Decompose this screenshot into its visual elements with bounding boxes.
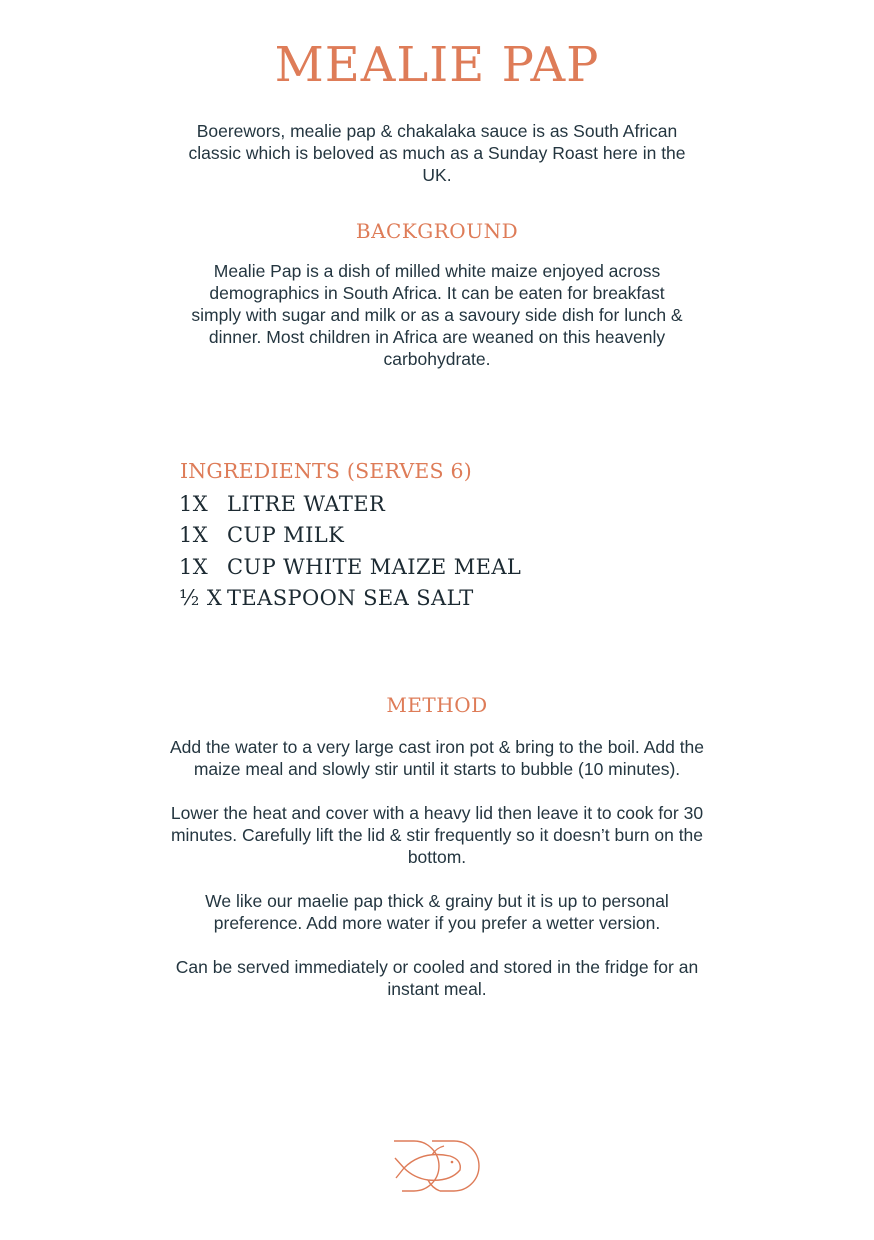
ingredients-heading: INGREDIENTS (SERVES 6) bbox=[180, 459, 472, 483]
ingredient-item bbox=[179, 520, 679, 552]
ingredient-name: LITRE WATER bbox=[227, 491, 386, 516]
method-step: Can be served immediately or cooled and stored in the fridge for an instant meal. bbox=[175, 957, 699, 999]
page-title: MEALIE PAP bbox=[274, 37, 600, 93]
intro-paragraph: Boerewors, mealie pap & chakalaka sauce is as South African classic which is beloved as much as a Sunday Roast here in the UK. bbox=[188, 121, 686, 185]
ingredient-quantity: 1X bbox=[179, 491, 209, 516]
ingredient-quantity: 1X bbox=[179, 523, 209, 548]
ingredient-item bbox=[179, 488, 679, 520]
method-step: Add the water to a very large cast iron pot & bring to the boil. Add the maize meal and slowly stir until it starts to bubble (10 minutes). bbox=[169, 737, 705, 779]
ingredient-name: TEASPOON SEA SALT bbox=[227, 586, 474, 611]
background-paragraph: Mealie Pap is a dish of milled white maize enjoyed across demographics in South Africa. It can be eaten for breakfast simply with sugar and milk or as a savoury side dish for lunch & dinner. Most children in Africa are weaned on this heavenly carbohydrate. bbox=[191, 261, 683, 369]
method-steps bbox=[162, 736, 712, 1022]
ingredient-quantity: 1X bbox=[179, 554, 209, 579]
ingredient-quantity: ½ X bbox=[179, 586, 223, 611]
ingredient-name: CUP MILK bbox=[227, 523, 345, 548]
ingredient-name: CUP WHITE MAIZE MEAL bbox=[227, 554, 522, 579]
method-step: Lower the heat and cover with a heavy lid then leave it to cook for 30 minutes. Carefully lift the lid & stir frequently so it doesn’t burn on the bottom. bbox=[170, 803, 704, 867]
ingredient-item bbox=[179, 583, 679, 615]
background-heading: BACKGROUND bbox=[355, 219, 519, 243]
method-step: We like our maelie pap thick & grainy but it is up to personal preference. Add more water if you prefer a wetter version. bbox=[205, 891, 669, 933]
method-heading: METHOD bbox=[386, 693, 488, 717]
fish-line-logo-icon bbox=[392, 1138, 482, 1194]
ingredient-item bbox=[179, 551, 679, 583]
ingredients-list bbox=[179, 488, 679, 614]
